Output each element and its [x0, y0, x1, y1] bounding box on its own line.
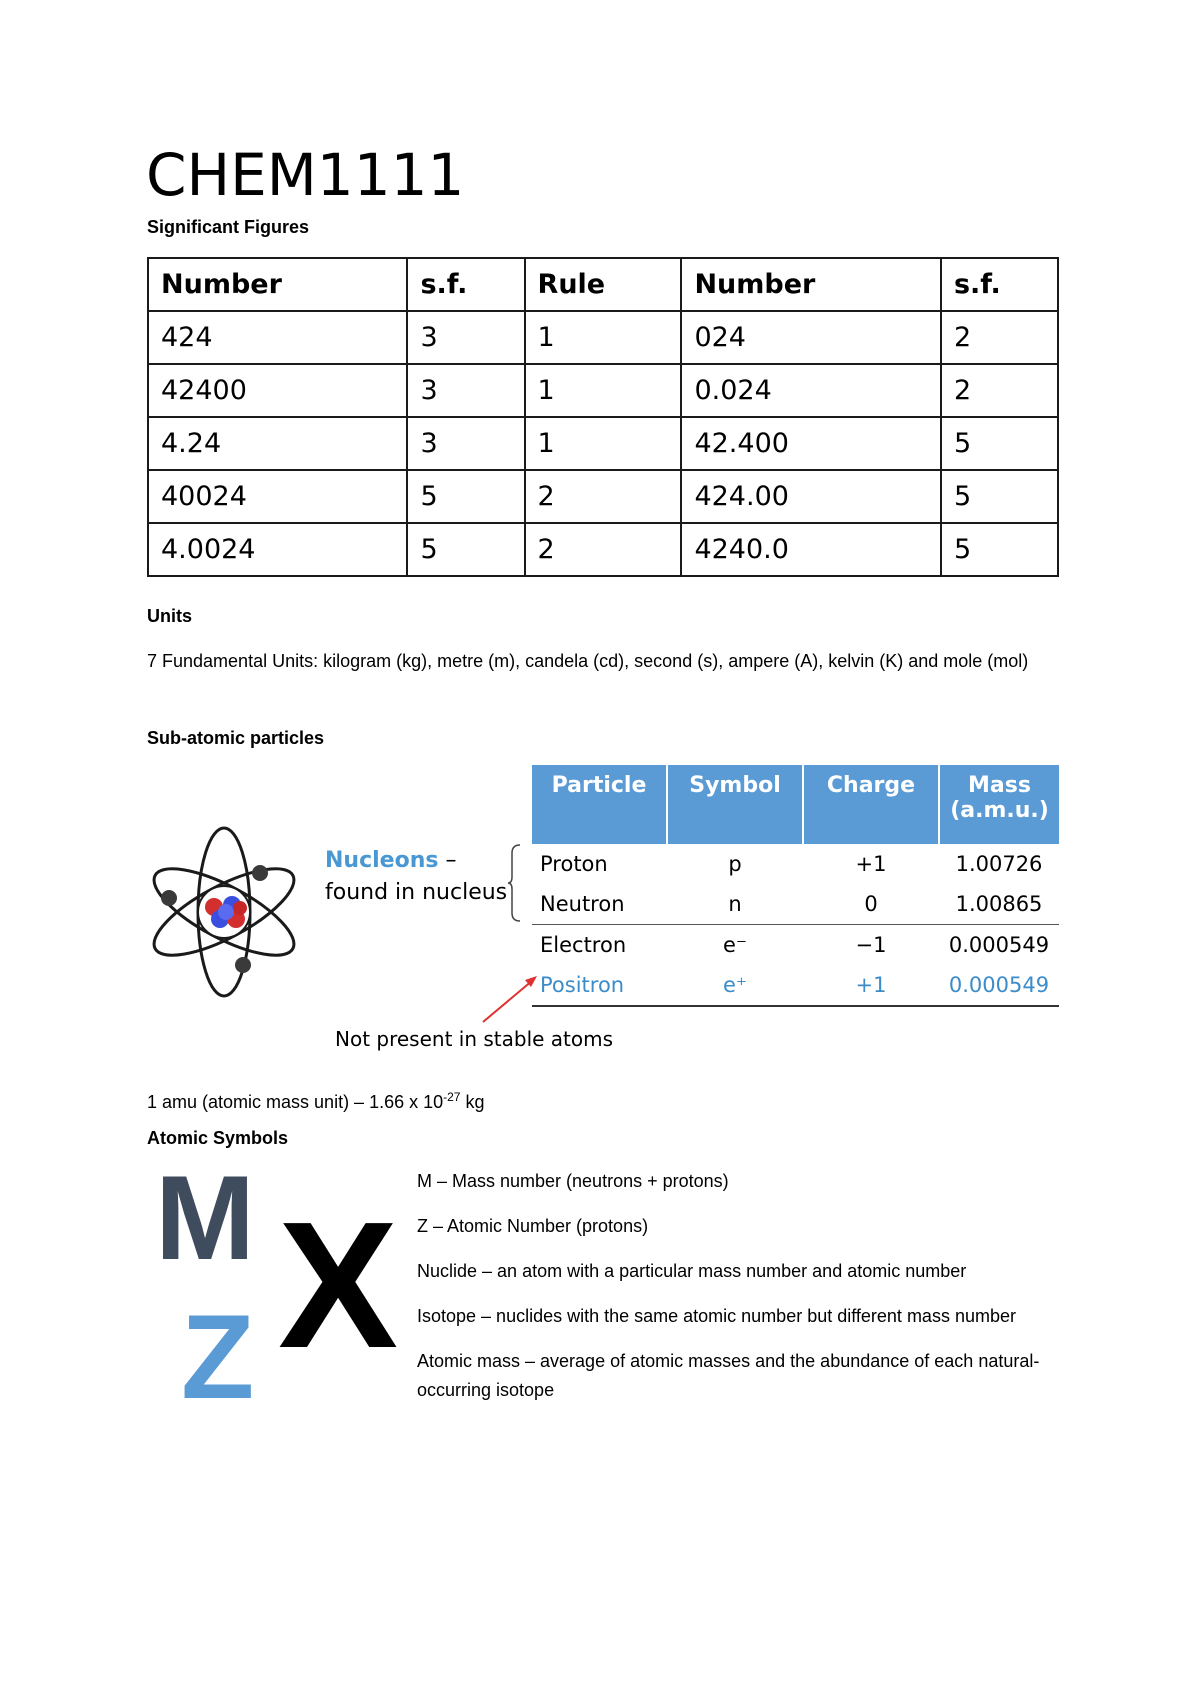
table-row: [148, 417, 1058, 470]
table-cell: 424: [148, 311, 407, 364]
particle-header-cell: Particle: [532, 765, 667, 844]
particle-charge: +1: [803, 965, 939, 1006]
table-cell: 3: [407, 311, 524, 364]
atomic-definitions: [417, 1167, 1067, 1421]
table-cell: 4.24: [148, 417, 407, 470]
mass-number-symbol: M: [155, 1151, 255, 1285]
table-cell: 3: [407, 364, 524, 417]
table-cell: 5: [407, 523, 524, 576]
table-header-row: [148, 258, 1058, 311]
particle-mass: 1.00865: [955, 892, 1043, 916]
table-cell: 2: [941, 364, 1058, 417]
atomic-number-symbol: Z: [181, 1290, 255, 1424]
amu-exponent: -27: [443, 1090, 461, 1104]
particle-row-neutron: [532, 884, 1059, 925]
table-cell: 40024: [148, 470, 407, 523]
table-cell: 4240.0: [681, 523, 940, 576]
nucleons-subtext: found in nucleus: [325, 880, 508, 905]
table-cell: 2: [941, 311, 1058, 364]
particle-charge: 0: [864, 892, 878, 916]
particle-name: Positron: [532, 965, 667, 1006]
particle-symbol: n: [728, 892, 742, 916]
particle-table: [532, 765, 1059, 1007]
heading-atomic-symbols: Atomic Symbols: [147, 1128, 289, 1148]
table-header-cell: Number: [681, 258, 940, 311]
particle-header-cell: Symbol: [667, 765, 803, 844]
element-symbol: X: [278, 1185, 399, 1386]
particle-symbol: e⁻: [667, 925, 803, 966]
particle-symbol: e⁺: [667, 965, 803, 1006]
definition-item: Nuclide – an atom with a particular mass number and atomic number: [417, 1261, 967, 1281]
table-header-cell: s.f.: [407, 258, 524, 311]
table-cell: 5: [941, 470, 1058, 523]
particle-header-cell: Mass (a.m.u.): [939, 765, 1059, 844]
table-row: [148, 364, 1058, 417]
table-cell: 5: [941, 417, 1058, 470]
table-cell: 5: [407, 470, 524, 523]
particle-charge: +1: [855, 852, 887, 876]
table-cell: 5: [941, 523, 1058, 576]
table-cell: 1: [525, 311, 682, 364]
table-cell: 42400: [148, 364, 407, 417]
table-cell: 1: [525, 417, 682, 470]
particle-name: Neutron: [540, 892, 625, 916]
definition-item: Atomic mass – average of atomic masses and the abundance of each natural-occurring isotope: [417, 1351, 1040, 1400]
heading-subatomic-particles: Sub-atomic particles: [147, 728, 325, 748]
nucleons-dash: –: [438, 848, 457, 873]
table-cell: 424.00: [681, 470, 940, 523]
particle-mass: 0.000549: [939, 925, 1059, 966]
particle-header-cell: Charge: [803, 765, 939, 844]
particle-charge: −1: [803, 925, 939, 966]
atom-illustration: [140, 815, 310, 1005]
particle-row-electron: [532, 925, 1059, 966]
significant-figures-table: [147, 257, 1059, 577]
table-cell: 0.024: [681, 364, 940, 417]
heading-significant-figures: Significant Figures: [147, 217, 310, 237]
document-title: CHEM1111: [146, 141, 465, 209]
heading-units: Units: [147, 606, 192, 626]
table-row: [148, 523, 1058, 576]
table-cell: 3: [407, 417, 524, 470]
definition-item: Isotope – nuclides with the same atomic number but different mass number: [417, 1306, 1016, 1326]
annotation-arrow: [475, 970, 545, 1030]
table-row: [148, 470, 1058, 523]
amu-definition: [147, 1082, 485, 1117]
annotation-not-present: Not present in stable atoms: [335, 1027, 614, 1051]
table-cell: 42.400: [681, 417, 940, 470]
table-cell: 2: [525, 523, 682, 576]
definition-item: Z – Atomic Number (protons): [417, 1216, 649, 1236]
nucleons-label: [325, 845, 507, 909]
table-cell: 024: [681, 311, 940, 364]
definition-item: M – Mass number (neutrons + protons): [417, 1171, 729, 1191]
nucleons-bracket: [508, 843, 522, 923]
particle-row-positron: [532, 965, 1059, 1006]
units-paragraph: 7 Fundamental Units: kilogram (kg), metre (m), candela (cd), second (s), ampere (A), kelvin (K) and mole (mol): [147, 651, 1029, 671]
table-cell: 2: [525, 470, 682, 523]
amu-text: 1 amu (atomic mass unit) – 1.66 x 10: [147, 1092, 444, 1112]
particle-mass: 1.00726: [955, 852, 1043, 876]
table-header-cell: s.f.: [941, 258, 1058, 311]
table-cell: 4.0024: [148, 523, 407, 576]
table-row: [148, 311, 1058, 364]
table-header-cell: Number: [148, 258, 407, 311]
particle-symbol: p: [728, 852, 742, 876]
particle-row-proton: [532, 844, 1059, 884]
table-header-cell: Rule: [525, 258, 682, 311]
particle-name: Electron: [532, 925, 667, 966]
nucleons-term: Nucleons: [325, 848, 439, 873]
table-cell: 1: [525, 364, 682, 417]
particle-name: Proton: [540, 852, 608, 876]
particle-header-row: [532, 765, 1059, 844]
amu-unit: kg: [460, 1092, 485, 1112]
particle-mass: 0.000549: [939, 965, 1059, 1006]
